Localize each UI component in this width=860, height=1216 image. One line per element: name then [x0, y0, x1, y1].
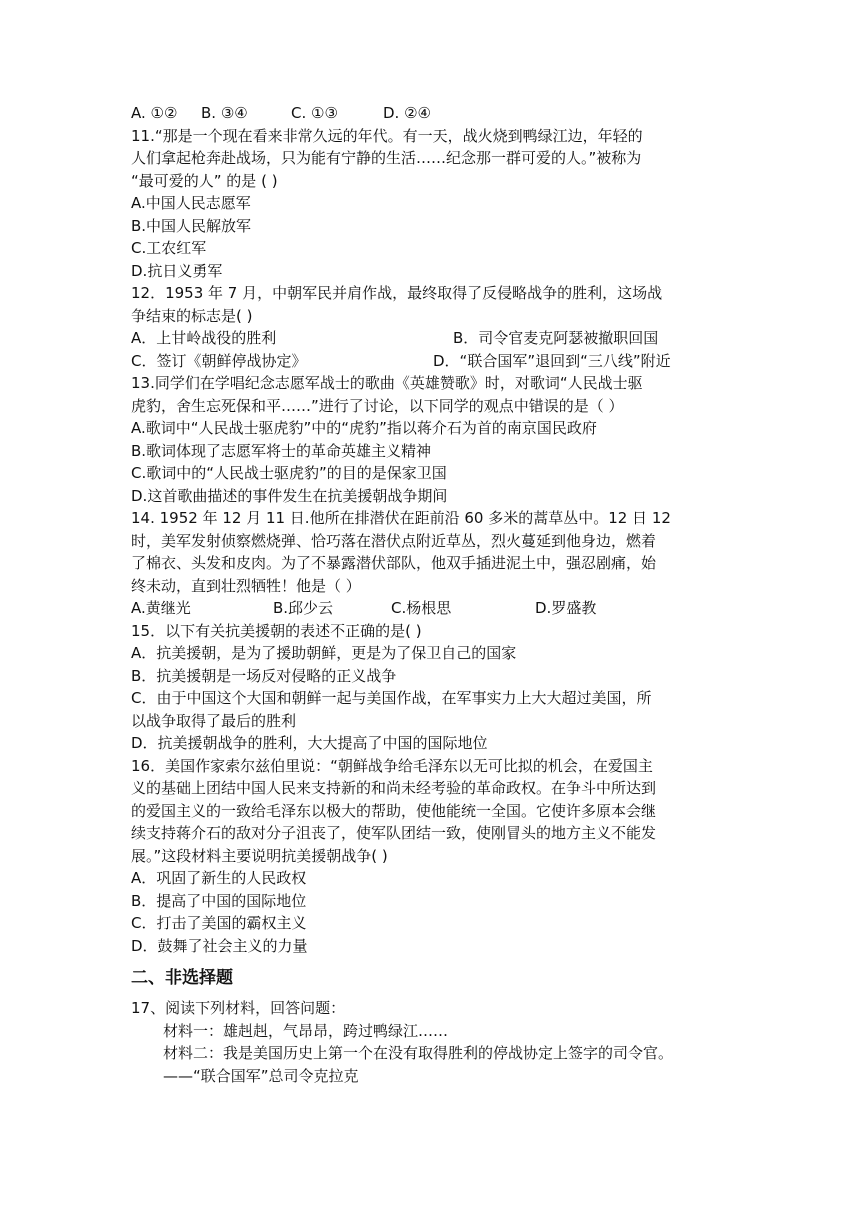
q12-option-a: A．上甘岭战役的胜利: [131, 329, 277, 347]
q12-option-b: B．司令官麦克阿瑟被撤职回国: [453, 329, 659, 347]
q10-option-d: D. ②④: [383, 104, 431, 122]
question-17: [131, 997, 741, 1087]
q11-option-a: A.中国人民志愿军: [131, 194, 251, 212]
q17-material-2: 材料二：我是美国历史上第一个在没有取得胜利的停战协定上签字的司令官。: [163, 1044, 674, 1062]
q10-option-b: B. ③④: [201, 104, 248, 122]
question-12: [131, 282, 741, 372]
q16-stem-line: 续支持蒋介石的敌对分子沮丧了，使军队团结一致，使刚冒头的地方主义不能发: [131, 824, 657, 842]
q16-stem-line: 义的基础上团结中国人民来支持新的和尚未经考验的革命政权。在争斗中所达到: [131, 779, 657, 797]
q11-option-d: D.抗日义勇军: [131, 261, 223, 280]
q16-option-b: B．提高了中国的国际地位: [131, 891, 307, 910]
q13-option-a: A.歌词中“人民战士驱虎豹”中的“虎豹”指以蒋介石为首的南京国民政府: [131, 419, 597, 437]
q16-option-c: C．打击了美国的霸权主义: [131, 914, 307, 932]
q15-option-b: B．抗美援朝是一场反对侵略的正义战争: [131, 666, 397, 685]
q12-options-row: [131, 350, 741, 373]
q13-option-b: B.歌词体现了志愿军将士的革命英雄主义精神: [131, 441, 432, 460]
q10-options: [131, 102, 741, 125]
q11-option-c: C.工农红军: [131, 239, 207, 257]
q14-stem-line: 时，美军发射侦察燃烧弹、恰巧落在潜伏点附近草丛，烈火蔓延到他身边，燃着: [131, 531, 657, 550]
q16-stem-line: 展。”这段材料主要说明抗美援朝战争( ): [131, 846, 388, 865]
q13-stem-line: 13.同学们在学唱纪念志愿军战士的歌曲《英雄赞歌》时，对歌词“人民战士驱: [131, 374, 643, 392]
q13-option-c: C.歌词中的“人民战士驱虎豹”的目的是保家卫国: [131, 464, 447, 482]
q13-stem-line: 虎豹，舍生忘死保和平……”进行了讨论，以下同学的观点中错误的是（ ）: [131, 396, 624, 415]
q14-stem-line: 了棉衣、头发和皮肉。为了不暴露潜伏部队，他双手插进泥土中，强忍剧痛，始: [131, 554, 657, 572]
question-13: [131, 372, 741, 507]
q15-stem-line: 15．以下有关抗美援朝的表述不正确的是( ): [131, 621, 422, 640]
q14-option-b: B.邱少云: [273, 599, 334, 617]
q15-option-d: D．抗美援朝战争的胜利，大大提高了中国的国际地位: [131, 734, 488, 752]
question-16: [131, 755, 741, 958]
question-15: [131, 620, 741, 755]
q15-option-c: C．由于中国这个大国和朝鲜一起与美国作战，在军事实力上大大超过美国，所: [131, 689, 652, 707]
q14-stem-line: 14. 1952 年 12 月 11 日.他所在排潜伏在距前沿 60 多米的蒿草丛中。12 日 12: [131, 509, 671, 527]
q13-option-d: D.这首歌曲描述的事件发生在抗美援朝战争期间: [131, 486, 448, 505]
q16-option-a: A．巩固了新生的人民政权: [131, 869, 307, 887]
q10-option-a: A. ①②: [131, 104, 178, 122]
q17-material-source: ——“联合国军”总司令克拉克: [163, 1066, 359, 1085]
q11-option-b: B.中国人民解放军: [131, 216, 252, 235]
q12-stem-line: 12．1953 年 7 月，中朝军民并肩作战，最终取得了反侵略战争的胜利，这场战: [131, 284, 663, 302]
q11-stem-line: “最可爱的人” 的是 ( ): [131, 171, 278, 190]
exam-page: [131, 102, 741, 1087]
q16-option-d: D．鼓舞了社会主义的力量: [131, 936, 308, 955]
q15-option-a: A．抗美援朝，是为了援助朝鲜，更是为了保卫自己的国家: [131, 644, 517, 662]
q12-options-row: [131, 327, 741, 350]
q14-option-a: A.黄继光: [131, 599, 191, 617]
q14-options-row: [131, 597, 741, 620]
q12-option-d: D．“联合国军”退回到“三八线”附近: [433, 351, 671, 370]
section-title: 二、非选择题: [131, 968, 233, 988]
q17-intro: 17、阅读下列材料，回答问题：: [131, 999, 346, 1017]
q12-stem-line: 争结束的标志是( ): [131, 306, 253, 325]
q11-stem-line: 11.“那是一个现在看来非常久远的年代。有一天，战火烧到鸭绿江边，年轻的: [131, 126, 643, 145]
q14-option-d: D.罗盛教: [535, 599, 597, 617]
q16-stem-line: 16．美国作家索尔兹伯里说：“朝鲜战争给毛泽东以无可比拟的机会，在爱国主: [131, 756, 653, 775]
q14-option-c: C.杨根思: [391, 599, 452, 617]
q14-stem-line: 终未动，直到壮烈牺牲！他是（ ）: [131, 576, 361, 595]
q12-option-c: C．签订《朝鲜停战协定》: [131, 351, 307, 370]
q15-option-c-continued: 以战争取得了最后的胜利: [131, 711, 297, 730]
q10-option-c: C. ①③: [291, 104, 338, 122]
question-14: [131, 507, 741, 620]
question-11: [131, 125, 741, 283]
q16-stem-line: 的爱国主义的一致给毛泽东以极大的帮助，使他能统一全国。它使许多原本会继: [131, 801, 657, 820]
q17-material-1: 材料一：雄赳赳，气昂昂，跨过鸭绿江……: [163, 1021, 449, 1040]
q11-stem-line: 人们拿起枪奔赴战场，只为能有宁静的生活……纪念那一群可爱的人。”被称为: [131, 149, 642, 167]
